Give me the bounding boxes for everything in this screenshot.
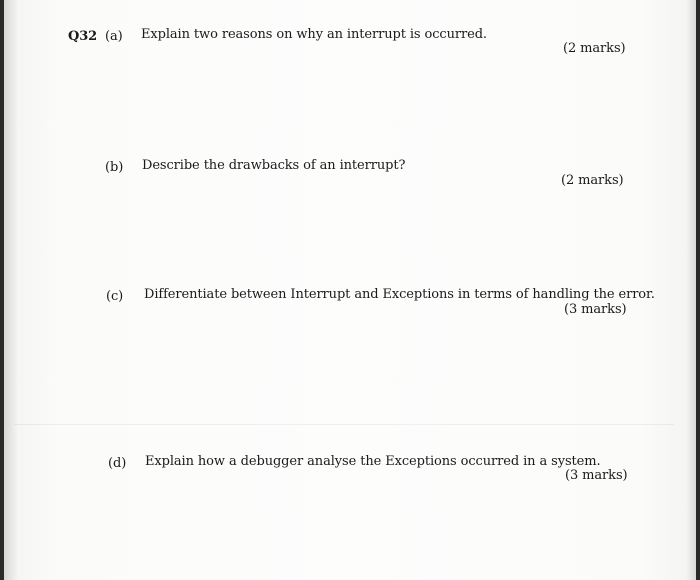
part-b-marks: (2 marks) xyxy=(561,173,624,188)
question-number: Q32 xyxy=(68,29,98,44)
part-a-label: (a) xyxy=(105,29,123,44)
faint-crease xyxy=(14,424,674,425)
part-c-text: Differentiate between Interrupt and Exceptions in terms of handling the error. xyxy=(144,287,655,302)
part-b-text: Describe the drawbacks of an interrupt? xyxy=(142,158,406,173)
page-shadow-right xyxy=(686,0,696,580)
page-shadow-left xyxy=(4,0,18,580)
part-a-text: Explain two reasons on why an interrupt is occurred. xyxy=(141,27,487,42)
part-a-marks: (2 marks) xyxy=(563,41,626,56)
part-d-label: (d) xyxy=(108,456,127,471)
exam-page xyxy=(4,0,696,580)
part-c-label: (c) xyxy=(106,289,124,304)
part-c-marks: (3 marks) xyxy=(564,302,627,317)
part-d-marks: (3 marks) xyxy=(565,468,628,483)
part-b-label: (b) xyxy=(105,160,124,175)
part-d-text: Explain how a debugger analyse the Exceptions occurred in a system. xyxy=(145,454,601,469)
